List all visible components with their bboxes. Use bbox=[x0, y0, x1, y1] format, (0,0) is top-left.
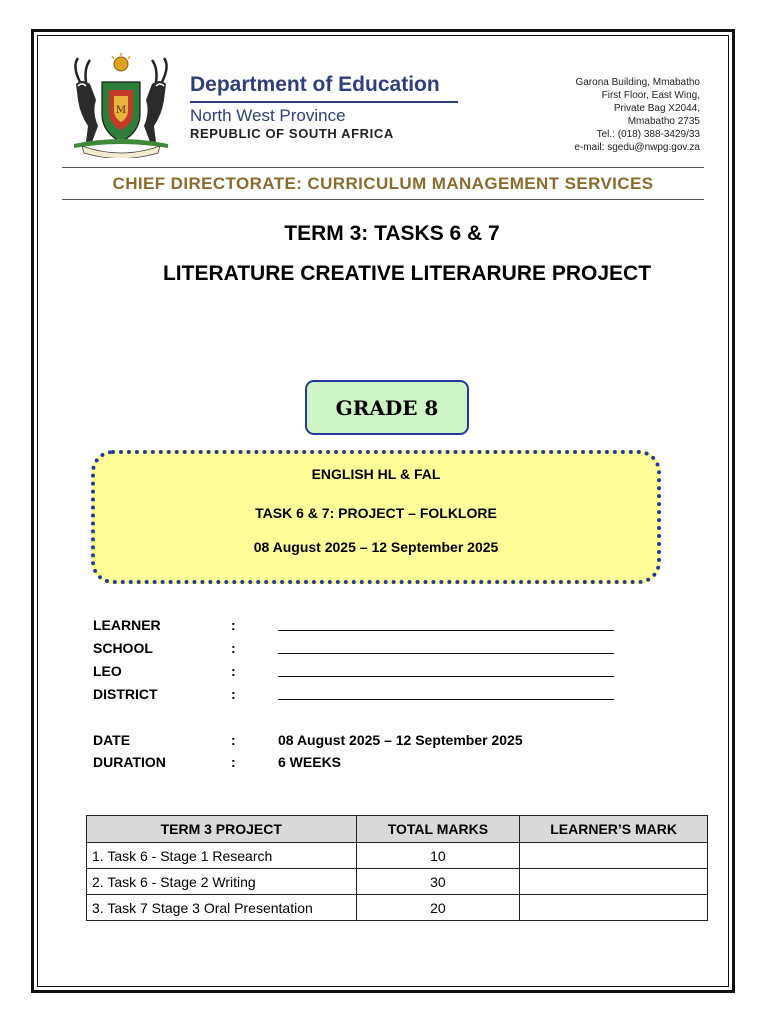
grade-badge bbox=[305, 380, 469, 435]
duration-colon: : bbox=[231, 754, 236, 770]
district-field[interactable] bbox=[278, 699, 614, 700]
leo-label: LEO bbox=[93, 663, 122, 679]
address-line: First Floor, East Wing, bbox=[601, 90, 700, 101]
learner-mark-cell[interactable] bbox=[520, 895, 708, 921]
republic-name: REPUBLIC OF SOUTH AFRICA bbox=[190, 126, 394, 141]
duration-label: DURATION bbox=[93, 754, 166, 770]
column-header: LEARNER’S MARK bbox=[520, 816, 708, 843]
learner-mark-cell[interactable] bbox=[520, 869, 708, 895]
task-cell: 1. Task 6 - Stage 1 Research bbox=[87, 843, 357, 869]
address-line: Mmabatho 2735 bbox=[627, 116, 700, 127]
address-line: Garona Building, Mmabatho bbox=[575, 77, 700, 88]
leo-colon: : bbox=[231, 663, 236, 679]
address-line: Private Bag X2044, bbox=[613, 103, 700, 114]
term-title: TERM 3: TASKS 6 & 7 bbox=[284, 222, 500, 245]
project-title: LITERATURE CREATIVE LITERARURE PROJECT bbox=[162, 262, 652, 285]
address-phone: Tel.: (018) 388-3429/33 bbox=[596, 129, 700, 140]
subject-label: ENGLISH HL & FAL bbox=[311, 466, 441, 482]
directorate-title: CHIEF DIRECTORATE: CURRICULUM MANAGEMENT SERVICES bbox=[112, 174, 654, 193]
task-label: TASK 6 & 7: PROJECT – FOLKLORE bbox=[255, 505, 497, 521]
district-label: DISTRICT bbox=[93, 686, 158, 702]
address-email: e-mail: sgedu@nwpg.gov.za bbox=[574, 142, 700, 153]
task-dates: 08 August 2025 – 12 September 2025 bbox=[253, 539, 499, 555]
date-value: 08 August 2025 – 12 September 2025 bbox=[278, 732, 523, 748]
table-row bbox=[87, 869, 708, 895]
header-rule-bottom bbox=[62, 199, 704, 200]
marks-table bbox=[86, 815, 708, 921]
learner-colon: : bbox=[231, 617, 236, 633]
learner-field[interactable] bbox=[278, 630, 614, 631]
total-marks-cell: 30 bbox=[356, 869, 520, 895]
total-marks-cell: 10 bbox=[356, 843, 520, 869]
table-row bbox=[87, 843, 708, 869]
department-underline bbox=[190, 101, 458, 103]
address-block bbox=[574, 76, 700, 154]
svg-text:M: M bbox=[115, 105, 127, 116]
coat-of-arms-icon bbox=[62, 52, 180, 158]
school-colon: : bbox=[231, 640, 236, 656]
leo-field[interactable] bbox=[278, 676, 614, 677]
department-name: Department of Education bbox=[190, 73, 440, 96]
total-marks-cell: 20 bbox=[356, 895, 520, 921]
column-header: TOTAL MARKS bbox=[356, 816, 520, 843]
school-label: SCHOOL bbox=[93, 640, 153, 656]
learner-label: LEARNER bbox=[93, 617, 161, 633]
grade-label: GRADE 8 bbox=[335, 395, 439, 420]
date-colon: : bbox=[231, 732, 236, 748]
school-field[interactable] bbox=[278, 653, 614, 654]
district-colon: : bbox=[231, 686, 236, 702]
province-name: North West Province bbox=[190, 106, 346, 125]
column-header: TERM 3 PROJECT bbox=[87, 816, 357, 843]
duration-value: 6 WEEKS bbox=[278, 754, 342, 770]
table-header-row bbox=[87, 816, 708, 843]
header-rule-top bbox=[62, 167, 704, 168]
date-label: DATE bbox=[93, 732, 131, 748]
task-cell: 3. Task 7 Stage 3 Oral Presentation bbox=[87, 895, 357, 921]
table-row bbox=[87, 895, 708, 921]
task-cell: 2. Task 6 - Stage 2 Writing bbox=[87, 869, 357, 895]
learner-mark-cell[interactable] bbox=[520, 843, 708, 869]
